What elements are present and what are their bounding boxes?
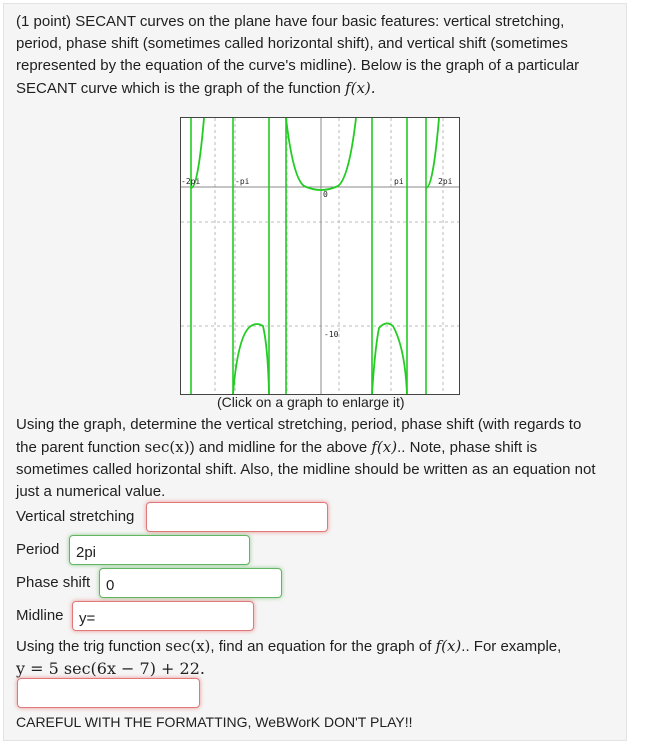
intro-line-3: represented by the equation of the curve's midline). Below is the graph of a particular: [16, 57, 580, 74]
branch-right-down: [372, 323, 407, 394]
intro-line-2: period, phase shift (sometimes called horizontal shift), and vertical shift (sometimes: [16, 35, 568, 52]
vertical-stretching-label: Vertical stretching: [16, 508, 135, 525]
tick-label-neg-2pi: -2pi: [181, 177, 201, 186]
phase-shift-input[interactable]: 0: [99, 568, 282, 598]
tick-label-neg-10: -10: [324, 330, 339, 339]
equation-answer-input[interactable]: [17, 678, 200, 708]
instructions-line-1: Using the graph, determine the vertical stretching, period, phase shift (with regards to: [16, 416, 582, 433]
instructions-line-4: just a numerical value.: [16, 483, 166, 500]
vertical-stretching-input[interactable]: [146, 502, 328, 532]
intro-line-1: (1 point) SECANT curves on the plane have four basic features: vertical stretching,: [16, 13, 565, 30]
example-equation: y = 5 sec(6x − 7) + 22.: [16, 659, 205, 678]
function-f: f(x): [435, 637, 462, 655]
sec-function: sec(x): [165, 637, 211, 655]
problem-panel: [3, 3, 627, 741]
equation-line-1: Using the trig function sec(x), find an equation for the graph of f(x).. For example,: [16, 637, 562, 655]
careful-note: CAREFUL WITH THE FORMATTING, WeBWorK DON'T PLAY!!: [16, 714, 413, 730]
tick-label-pi: pi: [394, 177, 404, 186]
graph-caption[interactable]: (Click on a graph to enlarge it): [217, 394, 405, 410]
function-f: f(x): [371, 438, 398, 456]
tick-label-2pi: 2pi: [438, 177, 453, 186]
instructions-line-3: sometimes called horizontal shift. Also, the midline should be written as an equation not: [16, 461, 596, 478]
phase-shift-label: Phase shift: [16, 574, 91, 591]
tick-label-neg-pi: -pi: [235, 177, 250, 186]
secant-graph[interactable]: [180, 117, 460, 395]
midline-label: Midline: [16, 607, 64, 624]
tick-label-zero: 0: [323, 190, 328, 199]
instructions-text: [16, 414, 596, 503]
period-input[interactable]: 2pi: [69, 535, 250, 565]
intro-text: [16, 11, 579, 100]
function-f: f(x).: [345, 79, 376, 97]
intro-line-4: SECANT curve which is the graph of the function f(x).: [16, 79, 376, 97]
graph-svg: [181, 118, 459, 394]
branch-left-down: [233, 324, 269, 394]
instructions-line-2: the parent function sec(x)) and midline for the above f(x).. Note, phase shift is: [16, 438, 538, 456]
midline-input[interactable]: y=: [72, 601, 254, 631]
parent-function: sec(x): [144, 438, 190, 456]
period-label: Period: [16, 541, 60, 558]
equation-text: [16, 635, 561, 680]
